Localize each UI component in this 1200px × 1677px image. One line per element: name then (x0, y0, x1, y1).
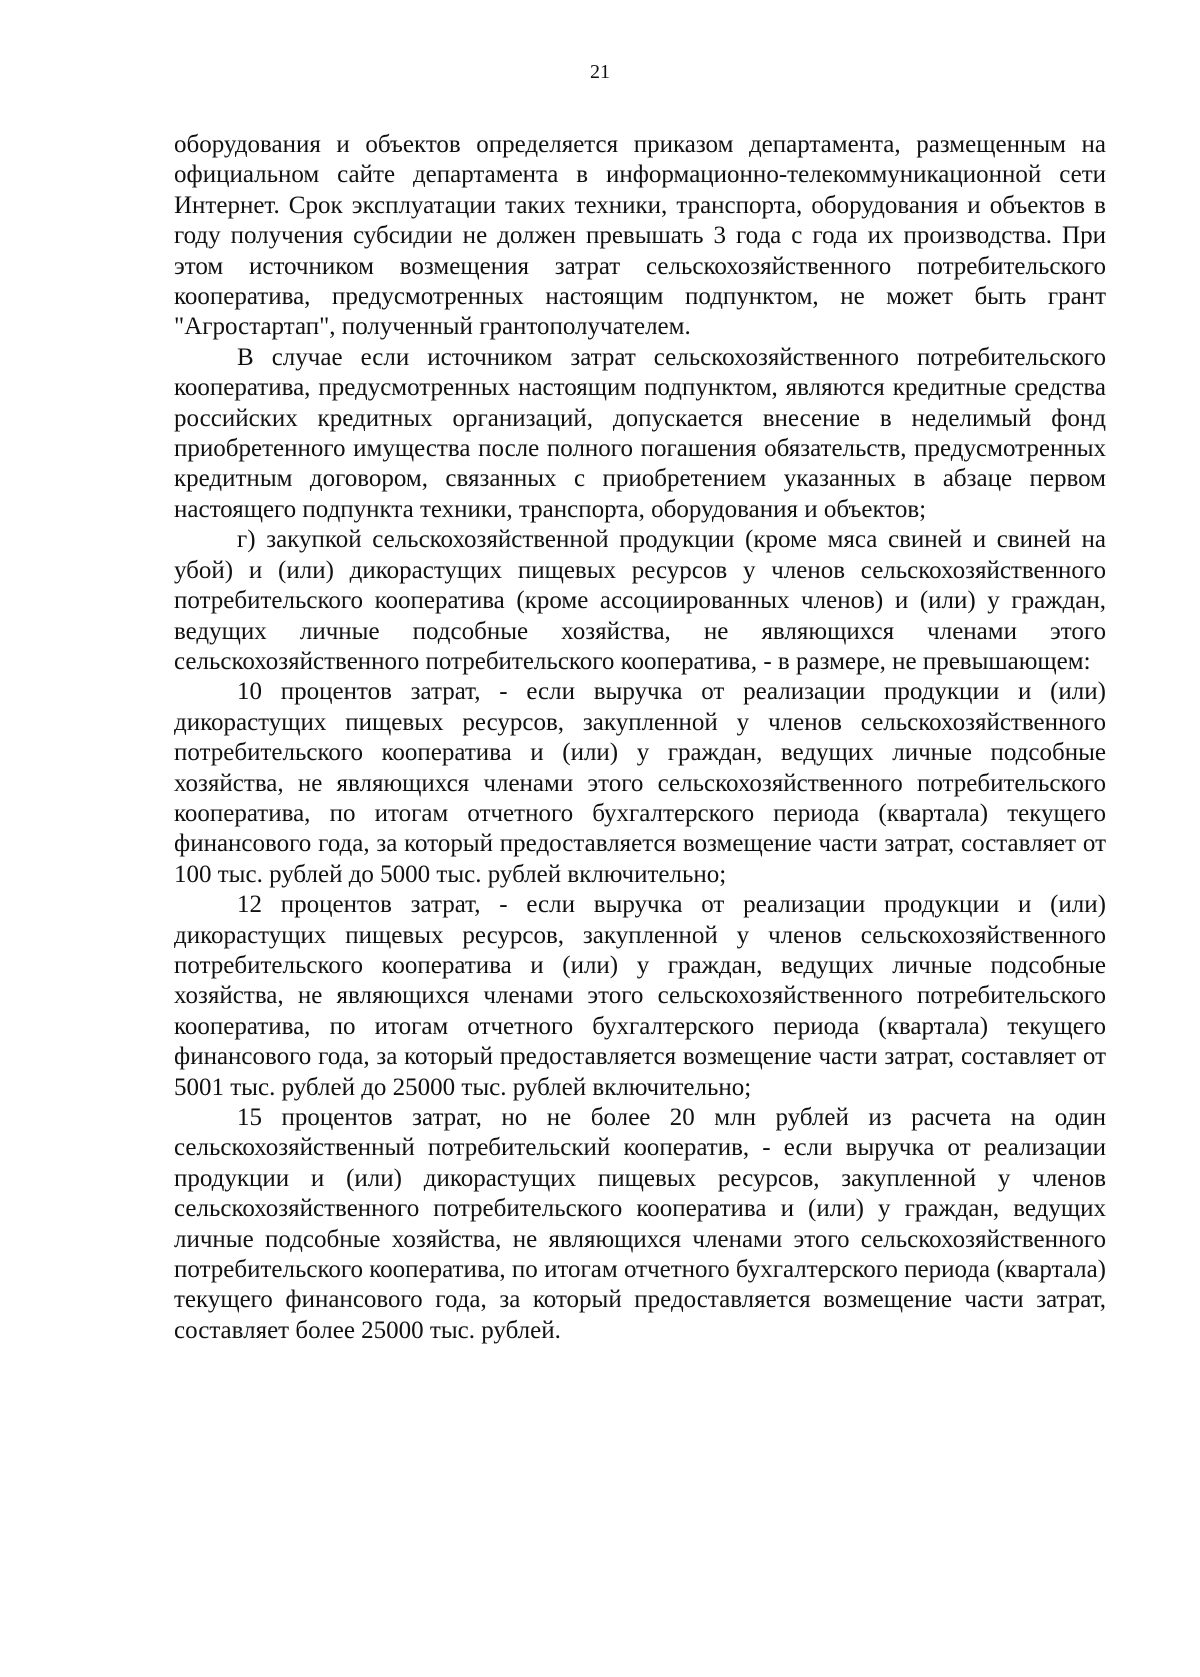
paragraph-subitem-g: г) закупкой сельскохозяйственной продукции (кроме мяса свиней и свиней на убой) и (или) дикорастущих пищевых ресурсов у членов сельскохозяйственного потребительского кооператива (кроме ассоциированных членов) и (или) у граждан, ведущих личные подсобные хозяйства, не являющихся членами этого сельскохозяйственного потребительского кооператива, - в размере, не превышающем: (174, 526, 1106, 675)
paragraph-15-percent: 15 процентов затрат, но не более 20 млн рублей из расчета на один сельскохозяйственный потребительский кооператив, - если выручка от реализации продукции и (или) дикорастущих пищевых ресурсов, закупленной у членов сельскохозяйственного потребительского кооператива и (или) у граждан, ведущих личные подсобные хозяйства, не являющихся членами этого сельскохозяйственного потребительского кооператива, по итогам отчетного бухгалтерского периода (квартала) текущего финансового года, за который предоставляется возмещение части затрат, составляет более 25000 тыс. рублей. (174, 1104, 1106, 1344)
page-number: 21 (590, 61, 610, 83)
paragraph-credit-funds: В случае если источником затрат сельскохозяйственного потребительского кооператива, предусмотренных настоящим подпунктом, являются кредитные средства российских кредитных организаций, допускается внесение в неделимый фонд приобретенного имущества после полного погашения обязательств, предусмотренных кредитным договором, связанных с приобретением указанных в абзаце первом настоящего подпункта техники, транспорта, оборудования и объектов; (174, 343, 1106, 523)
document-body (174, 130, 1106, 1346)
paragraph-continuation: оборудования и объектов определяется приказом департамента, размещенным на официальном сайте департамента в информационно-телекоммуникационной сети Интернет. Срок эксплуатации таких техники, транспорта, оборудования и объектов в году получения субсидии не должен превышать 3 года с года их производства. При этом источником возмещения затрат сельскохозяйственного потребительского кооператива, предусмотренных настоящим подпунктом, не может быть грант "Агростартап", полученный грантополучателем. (174, 131, 1106, 341)
paragraph-12-percent: 12 процентов затрат, - если выручка от реализации продукции и (или) дикорастущих пищевых ресурсов, закупленной у членов сельскохозяйственного потребительского кооператива и (или) у граждан, ведущих личные подсобные хозяйства, не являющихся членами этого сельскохозяйственного потребительского кооператива, по итогам отчетного бухгалтерского периода (квартала) текущего финансового года, за который предоставляется возмещение части затрат, составляет от 5001 тыс. рублей до 25000 тыс. рублей включительно; (174, 891, 1106, 1101)
paragraph-10-percent: 10 процентов затрат, - если выручка от реализации продукции и (или) дикорастущих пищевых ресурсов, закупленной у членов сельскохозяйственного потребительского кооператива и (или) у граждан, ведущих личные подсобные хозяйства, не являющихся членами этого сельскохозяйственного потребительского кооператива, по итогам отчетного бухгалтерского периода (квартала) текущего финансового года, за который предоставляется возмещение части затрат, составляет от 100 тыс. рублей до 5000 тыс. рублей включительно; (174, 678, 1106, 888)
